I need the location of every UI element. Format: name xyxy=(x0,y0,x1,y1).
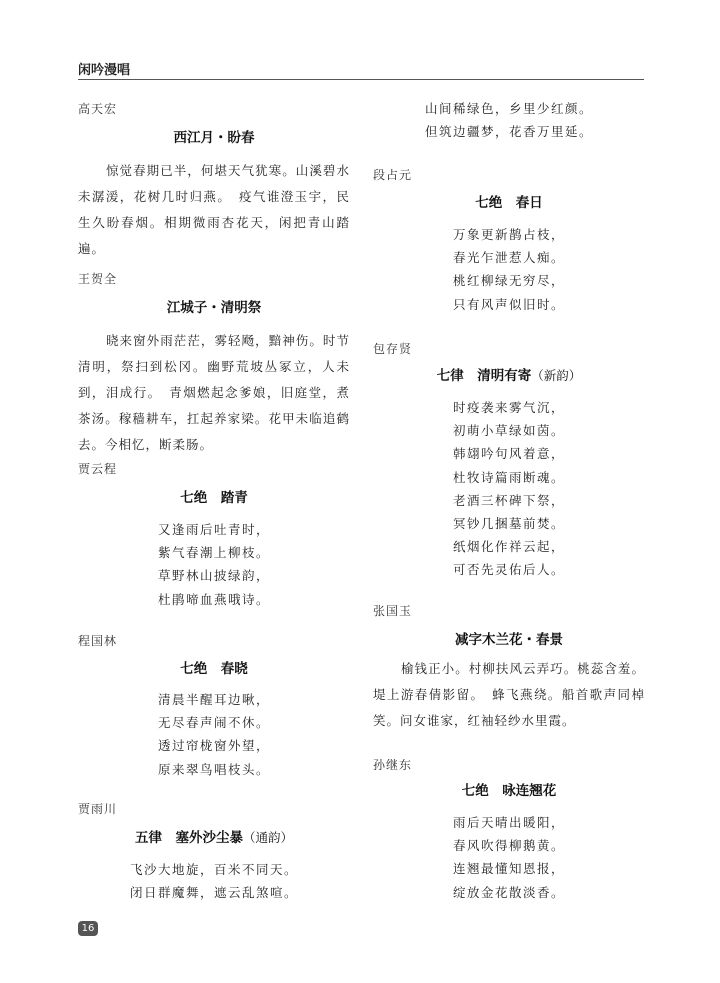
poem-line: 只有风声似旧时。 xyxy=(452,296,565,312)
poem-line: 又逢雨后吐青时， xyxy=(157,522,270,537)
header-rule xyxy=(78,79,644,80)
poem-title xyxy=(78,826,350,846)
poem-author: 段占元 xyxy=(373,168,413,182)
poem-line: 可否先灵佑后人。 xyxy=(452,562,565,578)
poem-line: 无尽春声闹不休。 xyxy=(157,715,270,731)
poem-line: 初萌小草绿如茵。 xyxy=(452,423,565,439)
poem-title-text: 七律 清明有寄 xyxy=(436,368,532,384)
page-number-badge: 16 xyxy=(78,921,98,936)
poem-author: 张国玉 xyxy=(373,604,413,618)
poem-title: 七绝 春晓 xyxy=(180,661,248,677)
poem-title: 七绝 春日 xyxy=(475,195,543,211)
poem-body: 晓来窗外雨茫茫，雾轻飏，黯神伤。时节清明，祭扫到松冈。幽野荒坡丛冢立，人未到，泪成行。 青烟燃起念爹娘，旧庭堂，煮茶汤。稼穑耕车，扛起养家梁。花甲未临追鹤去。今相忆，断柔肠。 xyxy=(78,333,350,452)
poem-lines xyxy=(373,223,645,316)
poem-title: 七绝 踏青 xyxy=(180,490,248,506)
poem-line: 透过帘栊窗外望， xyxy=(157,738,270,754)
poem-author: 程国林 xyxy=(78,634,118,648)
poem-line: 紫气春潮上柳枝。 xyxy=(157,545,270,561)
poem-line: 杜牧诗篇雨断魂。 xyxy=(452,469,565,485)
poem-line: 草野林山披绿韵， xyxy=(157,568,270,584)
poem-title-note: （新韵） xyxy=(531,368,582,383)
poem-line: 万象更新鹊占枝， xyxy=(452,227,565,242)
poem-body: 榆钱正小。村柳扶风云弄巧。桃蕊含羞。堤上游春倩影留。 蜂飞燕绕。船首歌声同棹笑。问女谁家，红袖轻纱水里霞。 xyxy=(373,661,645,728)
poem-line: 但筑边疆梦，花香万里延。 xyxy=(424,124,593,140)
poem-lines xyxy=(373,396,645,582)
poem-title: 七绝 咏连翘花 xyxy=(461,783,557,799)
header-title: 闲吟漫唱 xyxy=(78,63,131,78)
poem-title: 减字木兰花・春景 xyxy=(455,632,563,648)
poem-line: 山间稀绿色，乡里少红颜。 xyxy=(424,101,593,116)
poem-line: 绽放金花散淡香。 xyxy=(452,884,565,900)
poem-title xyxy=(373,364,645,384)
poem-lines xyxy=(373,811,645,904)
poem-line: 时疫袭来雾气沉， xyxy=(452,400,565,415)
poem-lines xyxy=(78,688,350,781)
poem-title: 江城子・清明祭 xyxy=(166,300,262,316)
poem-author: 孙继东 xyxy=(373,758,413,772)
poem-line: 冥钞几捆墓前焚。 xyxy=(452,516,565,532)
poem-line: 纸烟化作祥云起， xyxy=(452,539,565,555)
poem-lines xyxy=(78,858,350,904)
poem-line: 老酒三杯碑下祭， xyxy=(452,492,565,508)
poem-line: 闭日群魔舞，遮云乱煞喧。 xyxy=(129,885,298,901)
poem-author: 王贺全 xyxy=(78,272,118,286)
poem-line: 桃红柳绿无穷尽， xyxy=(452,273,565,289)
poem-line: 韩翃吟句风着意， xyxy=(452,446,565,462)
poem-lines-continued xyxy=(373,97,645,143)
poem-author: 贾雨川 xyxy=(78,802,118,816)
poem-author: 高天宏 xyxy=(78,102,118,116)
poem-title-text: 五律 塞外沙尘暴 xyxy=(134,830,243,846)
poem-body: 惊觉春期已半，何堪天气犹寒。山溪碧水未潺湲，花树几时归燕。 疫气谁澄玉宇，民生久盼春烟。相期微雨杏花天，闲把青山踏遍。 xyxy=(78,163,350,256)
poem-author: 贾云程 xyxy=(78,462,118,476)
poem-author: 包存贤 xyxy=(373,342,413,356)
poem-line: 杜鹃啼血燕哦诗。 xyxy=(157,591,270,607)
poem-line: 春风吹得柳鹅黄。 xyxy=(452,838,565,854)
poem-line: 清晨半醒耳边啾， xyxy=(157,692,270,707)
poem-line: 春光乍泄惹人痴。 xyxy=(452,250,565,266)
poem-lines xyxy=(78,518,350,611)
poem-line: 雨后天晴出暖阳， xyxy=(452,815,565,830)
poem-line: 连翘最懂知恩报， xyxy=(452,861,565,877)
poem-title-note: （通韵） xyxy=(242,830,293,845)
poem-title: 西江月・盼春 xyxy=(173,130,255,146)
poem-line: 原来翠鸟唱枝头。 xyxy=(157,761,270,777)
poem-line: 飞沙大地旋，百米不同天。 xyxy=(129,862,298,877)
